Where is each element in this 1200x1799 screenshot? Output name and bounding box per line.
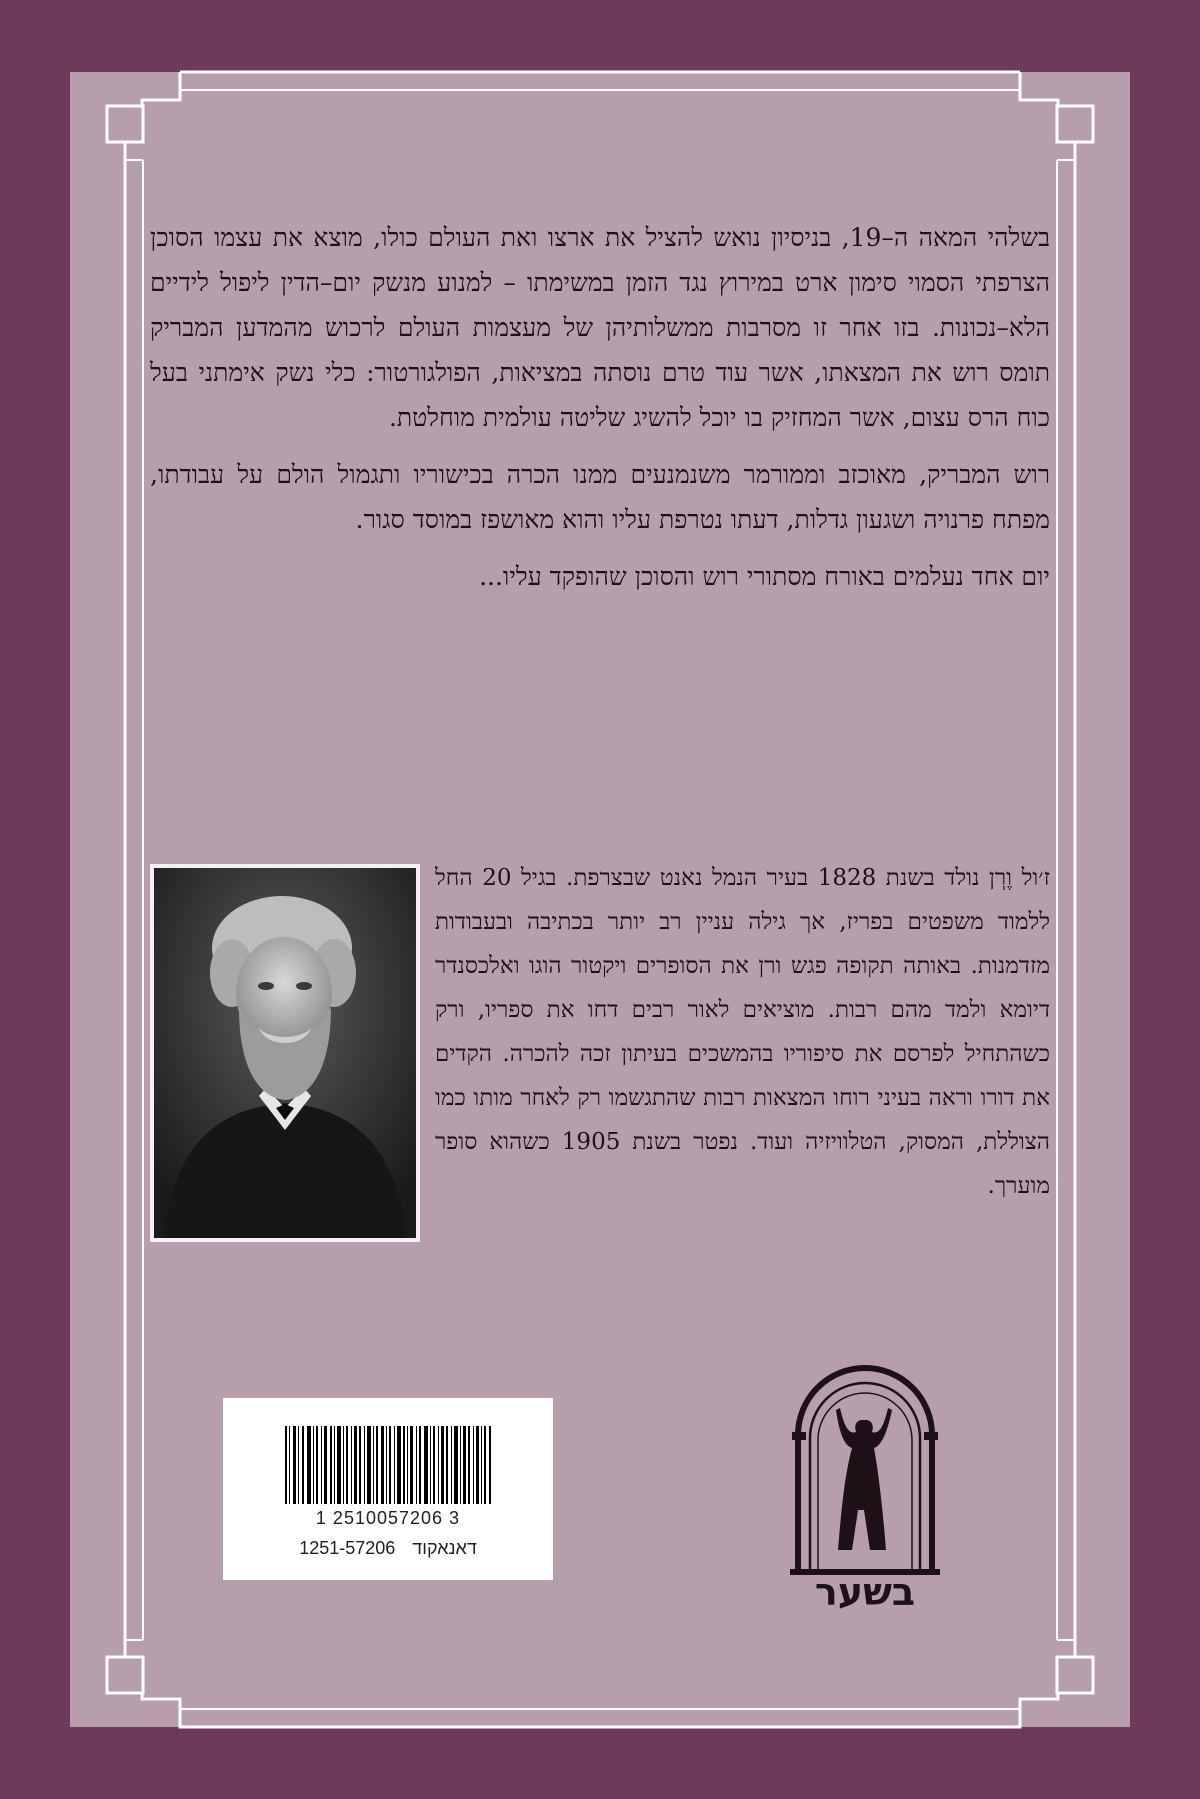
synopsis	[150, 215, 1050, 611]
barcode-label	[223, 1398, 553, 1580]
author-photo	[154, 868, 416, 1238]
synopsis-paragraph-3: יום אחד נעלמים באורח מסתורי רוש והסוכן שהופקד עליו...	[479, 562, 1050, 591]
publisher-name: בשער	[814, 1570, 916, 1614]
barcode-code: 1251-57206	[299, 1538, 396, 1558]
barcode-code-label: דאנאקוד	[412, 1538, 477, 1558]
barcode-icon	[285, 1426, 491, 1504]
gate-figure-icon	[790, 1360, 940, 1575]
barcode-number: 1 2510057206 3	[315, 1508, 461, 1528]
author-bio-text: ז׳ול וֶרְן נולד בשנת 1828 בעיר הנמל נאנט שבצרפת. בגיל 20 החל ללמוד משפטים בפריז, אך גילה עניין רב יותר בכתיבה ובעבודות מזדמנות. באותה תקופה פגש ורן את הסופרים ויקטור הוגו ואלכסנדר דיומא ולמד מהם רבות. מוציאים לאור רבים דחו את ספריו, ורק כשהתחיל לפרסם את סיפוריו בהמשכים בעיתון זכה להכרה. הקדים את דורו וראה בעיני רוחו המצאות רבות שהתגשמו רק לאחר מותו כמו הצוללת, המסוק, הטלוויזיה ועוד. נפטר בשנת 1905 כשהוא סופר מוערך.	[435, 865, 1051, 1199]
synopsis-paragraph-1: בשלהי המאה ה–19, בניסיון נואש להציל את ארצו ואת העולם כולו, מוצא את עצמו הסוכן הצרפתי הסמוי סימון ארט במירוץ נגד הזמן במשימתו – למנוע מנשק יום–הדין ליפול לידיים הלא–נכונות. בזו אחר זו מסרבות ממשלותיהן של מעצמות העולם לרכוש מהמדען המבריק תומס רוש את המצאתו, אשר עוד טרם נוסתה במציאות, הפולגורטור: כלי נשק אימתני בעל כוח הרס עצום, אשר המחזיק בו יוכל להשיג שליטה עולמית מוחלטת.	[150, 223, 1051, 432]
synopsis-paragraph-2: רוש המבריק, מאוכזב וממורמר משנמנעים ממנו הכרה בכישוריו ותגמול הולם על עבודתו, מפתח פרנויה ושגעון גדלות, דעתו נטרפת עליו והוא מאושפז במוסד סגור.	[150, 460, 1050, 534]
author-bio	[435, 856, 1050, 1208]
publisher-logo	[790, 1360, 940, 1620]
barcode-code-line	[223, 1538, 553, 1559]
author-portrait	[150, 864, 420, 1242]
